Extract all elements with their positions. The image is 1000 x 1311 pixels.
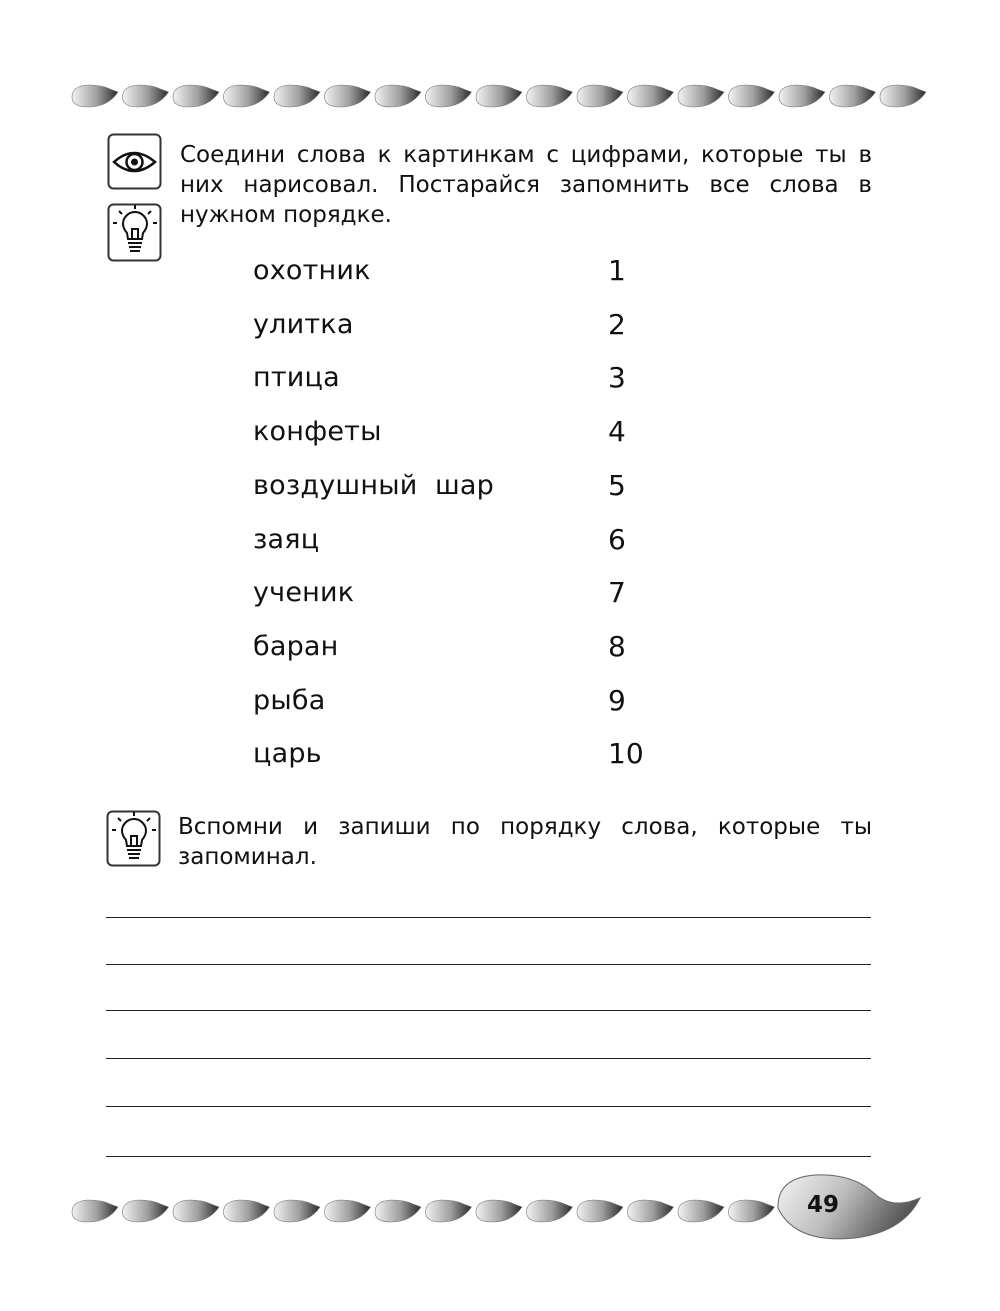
decorative-leaf — [678, 85, 724, 107]
decorative-leaf — [678, 1200, 724, 1222]
word-number: 5 — [608, 468, 626, 502]
word-item: царь — [253, 738, 322, 770]
decorative-leaf — [577, 85, 623, 107]
decorative-leaf — [224, 85, 270, 107]
word-item: заяц — [253, 523, 320, 555]
word-item: улитка — [253, 308, 354, 340]
decorative-leaf — [729, 1200, 775, 1222]
word-number: 10 — [608, 737, 644, 771]
word-number: 6 — [608, 522, 626, 556]
decorative-leaf — [325, 85, 371, 107]
decorative-leaf — [274, 1200, 320, 1222]
decorative-leaf — [173, 85, 219, 107]
word-item: конфеты — [253, 416, 382, 448]
writing-line[interactable] — [106, 1058, 871, 1059]
decorative-leaf — [779, 85, 825, 107]
word-number: 2 — [608, 307, 626, 341]
lightbulb-icon — [106, 810, 162, 868]
decorative-leaf — [527, 1200, 573, 1222]
decorative-leaf — [426, 1200, 472, 1222]
decorative-leaf — [375, 85, 421, 107]
word-number: 8 — [608, 629, 626, 663]
word-number: 1 — [608, 254, 626, 287]
decorative-leaf — [123, 1200, 169, 1222]
decorative-leaf — [173, 1200, 219, 1222]
decorative-leaf — [527, 85, 573, 107]
decorative-leaf — [375, 1200, 421, 1222]
decorative-leaf — [729, 85, 775, 107]
task2-instruction: Вспомни и запиши по порядку слова, которые ты запоминал. — [178, 814, 872, 870]
decorative-leaf — [628, 1200, 674, 1222]
word-item: птица — [253, 362, 340, 394]
word-number: 9 — [608, 683, 626, 717]
decorative-leaf — [123, 85, 169, 107]
writing-line[interactable] — [106, 1106, 871, 1107]
word-item: воздушный шар — [253, 469, 495, 501]
task1-instruction: Соедини слова к картинкам с цифрами, которые ты в них нарисовал. Постарайся запомнить все слова в нужном порядке. — [180, 142, 872, 228]
decorative-leaf — [274, 85, 320, 107]
decorative-leaf — [72, 1200, 118, 1222]
lightbulb-icon — [107, 203, 163, 263]
top-decorative-border — [0, 75, 1000, 115]
word-item: баран — [253, 630, 339, 662]
page-number-leaf — [775, 1172, 925, 1242]
writing-line[interactable] — [106, 1010, 871, 1011]
decorative-leaf — [224, 1200, 270, 1222]
word-item: охотник — [253, 255, 371, 286]
decorative-leaf — [72, 85, 118, 107]
decorative-leaf — [325, 1200, 371, 1222]
word-item: рыба — [253, 684, 326, 716]
decorative-leaf — [476, 85, 522, 107]
word-number: 7 — [608, 576, 626, 610]
decorative-leaf — [426, 85, 472, 107]
decorative-leaf — [628, 85, 674, 107]
eye-icon — [107, 133, 163, 191]
writing-line[interactable] — [106, 964, 871, 965]
word-number: 3 — [608, 361, 626, 395]
page-number: 49 — [806, 1192, 839, 1218]
word-number: 4 — [608, 415, 626, 449]
decorative-leaf — [577, 1200, 623, 1222]
decorative-leaf — [830, 85, 876, 107]
writing-line[interactable] — [106, 1156, 871, 1157]
writing-line[interactable] — [106, 917, 871, 918]
decorative-leaf — [476, 1200, 522, 1222]
decorative-leaf — [880, 85, 926, 107]
word-item: ученик — [253, 577, 355, 609]
